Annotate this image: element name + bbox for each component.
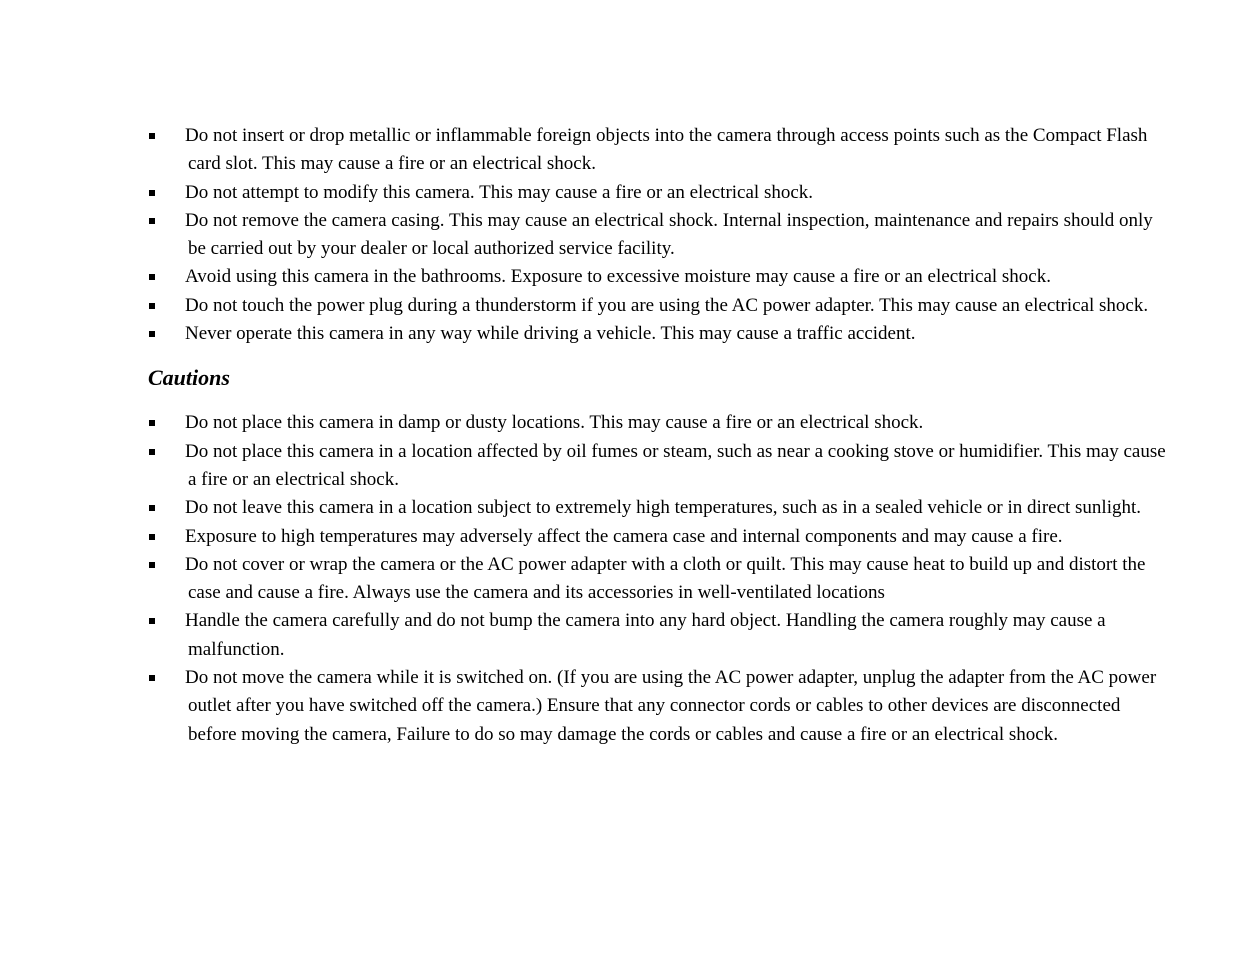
square-bullet-icon xyxy=(149,675,155,681)
square-bullet-icon xyxy=(149,274,155,280)
list-item xyxy=(148,292,1168,320)
list-item-text: Do not leave this camera in a location subject to extremely high temperatures, such as in a sealed vehicle or in direct sunlight. xyxy=(185,497,1142,519)
document-page xyxy=(148,122,1168,749)
square-bullet-icon xyxy=(149,190,155,196)
list-item xyxy=(148,523,1168,551)
list-item xyxy=(148,207,1168,264)
square-bullet-icon xyxy=(149,331,155,337)
list-item-text: Avoid using this camera in the bathrooms. Exposure to excessive moisture may cause a fire or an electrical shock. xyxy=(185,266,1051,288)
list-item-text: Handle the camera carefully and do not bump the camera into any hard object. Handling the camera roughly may cause a malfunction. xyxy=(185,610,1106,660)
square-bullet-icon xyxy=(149,534,155,540)
list-item xyxy=(148,320,1168,348)
list-item-text: Do not attempt to modify this camera. This may cause a fire or an electrical shock. xyxy=(185,181,814,203)
cautions-heading: Cautions xyxy=(148,365,230,391)
list-item-text: Do not cover or wrap the camera or the AC power adapter with a cloth or quilt. This may cause heat to build up and distort the case and cause a fire. Always use the camera and its accessories in well-ventilated locations xyxy=(185,553,1146,604)
warnings-list xyxy=(148,122,1168,348)
list-item xyxy=(148,263,1168,291)
list-item-text: Never operate this camera in any way while driving a vehicle. This may cause a traffic accident. xyxy=(185,323,916,345)
list-item-text: Do not remove the camera casing. This may cause an electrical shock. Internal inspection, maintenance and repairs should only be carried out by your dealer or local authorized service facility. xyxy=(185,209,1153,260)
square-bullet-icon xyxy=(149,303,155,309)
square-bullet-icon xyxy=(149,218,155,224)
list-item-text: Do not place this camera in damp or dusty locations. This may cause a fire or an electrical shock. xyxy=(185,412,924,434)
square-bullet-icon xyxy=(149,505,155,511)
list-item xyxy=(148,179,1168,207)
square-bullet-icon xyxy=(149,618,155,624)
list-item xyxy=(148,494,1168,522)
list-item-text: Do not place this camera in a location affected by oil fumes or steam, such as near a cooking stove or humidifier. This may cause a fire or an electrical shock. xyxy=(185,440,1166,490)
list-item xyxy=(148,551,1168,608)
list-item-text: Do not move the camera while it is switched on. (If you are using the AC power adapter, unplug the adapter from the AC power outlet after you have switched off the camera.) Ensure that any connector cords or cables to other devices are disconnected before moving the camera, Failure to do so may damage the cords or cables and cause a fire or an electrical shock. xyxy=(185,667,1157,745)
list-item xyxy=(148,664,1168,749)
square-bullet-icon xyxy=(149,420,155,426)
list-item xyxy=(148,409,1168,437)
square-bullet-icon xyxy=(149,562,155,568)
list-item xyxy=(148,122,1168,179)
square-bullet-icon xyxy=(149,449,155,455)
list-item-text: Do not touch the power plug during a thunderstorm if you are using the AC power adapter. This may cause an electrical shock. xyxy=(185,294,1149,316)
list-item-text: Do not insert or drop metallic or inflammable foreign objects into the camera through access points such as the Compact Flash card slot. This may cause a fire or an electrical shock. xyxy=(185,125,1148,175)
list-item-text: Exposure to high temperatures may adversely affect the camera case and internal components and may cause a fire. xyxy=(185,525,1063,547)
list-item xyxy=(148,438,1168,495)
list-item xyxy=(148,607,1168,664)
square-bullet-icon xyxy=(149,133,155,139)
cautions-list xyxy=(148,409,1168,749)
